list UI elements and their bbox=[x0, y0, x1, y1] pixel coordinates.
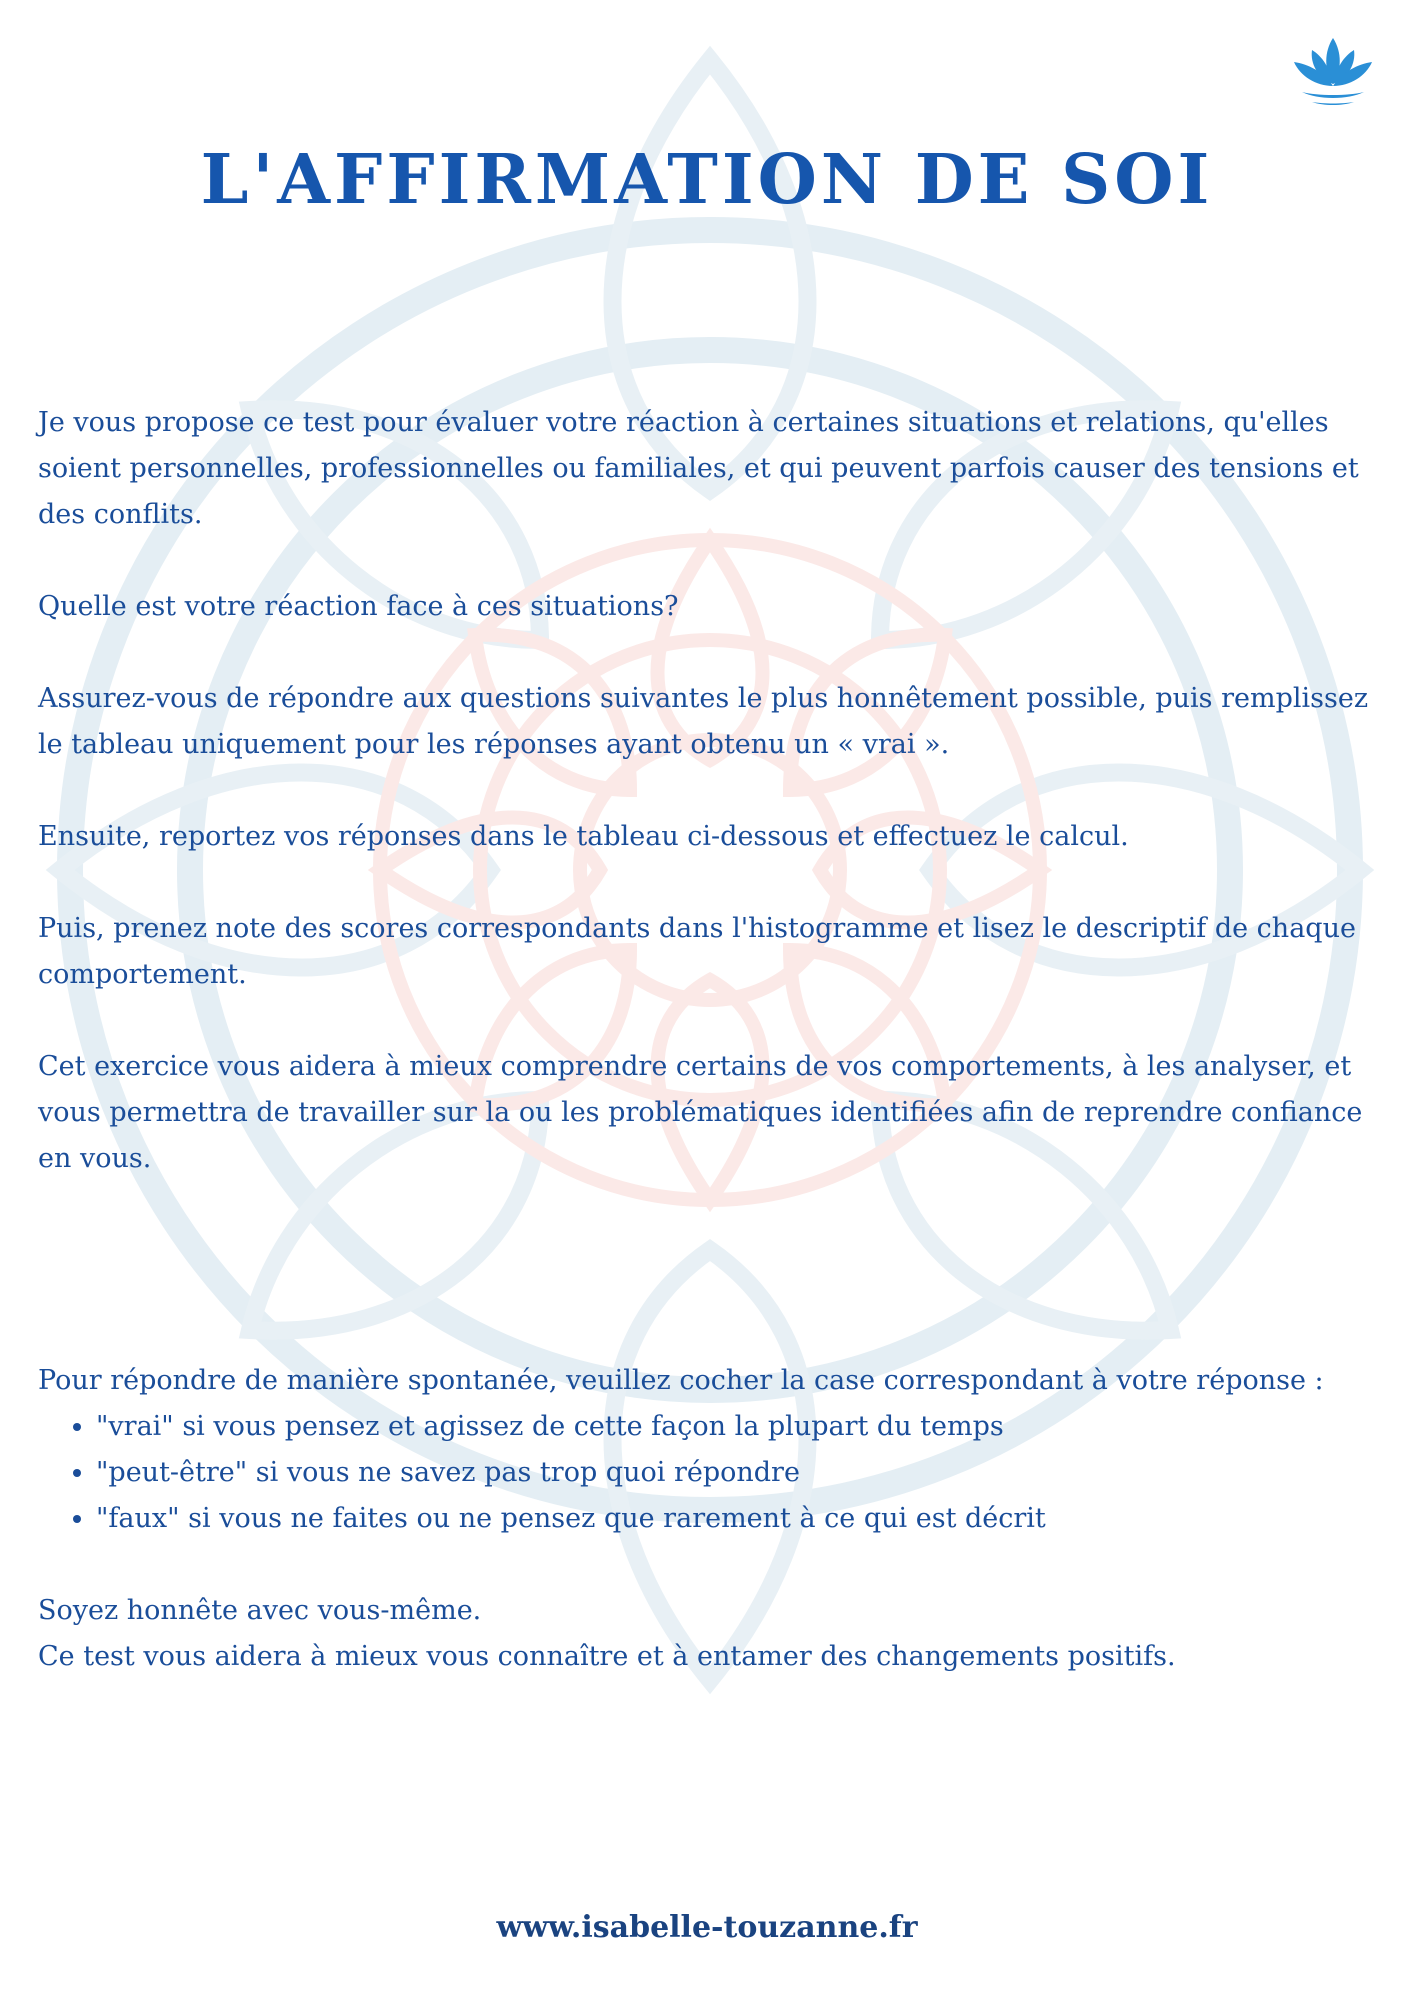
report-paragraph: Ensuite, reportez vos réponses dans le tableau ci-dessous et effectuez le calcul. bbox=[38, 821, 1129, 852]
website-link[interactable]: www.isabelle-touzanne.fr bbox=[496, 1910, 918, 1945]
closing-line-1: Soyez honnête avec vous-même. bbox=[38, 1595, 482, 1626]
intro-paragraph: Je vous propose ce test pour évaluer votre réaction à certaines situations et relations, qu'elles soient personnelles, professionnelles ou familiales, et qui peuvent parfois causer des tensions et des conflits. bbox=[38, 407, 1359, 530]
honesty-paragraph: Assurez-vous de répondre aux questions suivantes le plus honnêtement possible, puis remplissez le tableau uniquement pour les réponses ayant obtenu un « vrai ». bbox=[38, 683, 1369, 760]
lotus-logo-icon bbox=[1288, 30, 1378, 110]
main-content bbox=[38, 400, 1378, 1726]
list-item: • "vrai" si vous pensez et agissez de cette façon la plupart du temps bbox=[96, 1404, 1378, 1450]
page-title: L'AFFIRMATION DE SOI bbox=[200, 140, 1214, 220]
list-item: • "peut-être" si vous ne savez pas trop quoi répondre bbox=[96, 1450, 1378, 1496]
instructions-intro: Pour répondre de manière spontanée, veuillez cocher la case correspondant à votre réponse : bbox=[38, 1365, 1324, 1396]
question-paragraph: Quelle est votre réaction face à ces situations? bbox=[38, 591, 679, 622]
histogram-paragraph: Puis, prenez note des scores correspondants dans l'histogramme et lisez le descriptif de chaque comportement. bbox=[38, 913, 1356, 990]
closing-line-2: Ce test vous aidera à mieux vous connaître et à entamer des changements positifs. bbox=[38, 1641, 1176, 1672]
closing-paragraph bbox=[38, 1588, 1378, 1680]
section-spacer bbox=[38, 1228, 1378, 1358]
purpose-paragraph: Cet exercice vous aidera à mieux comprendre certains de vos comportements, à les analyser, et vous permettra de travailler sur la ou les problématiques identifiées afin de reprendre confiance en vous. bbox=[38, 1051, 1363, 1174]
answer-options-list bbox=[38, 1404, 1378, 1542]
list-item: • "faux" si vous ne faites ou ne pensez que rarement à ce qui est décrit bbox=[96, 1496, 1378, 1542]
